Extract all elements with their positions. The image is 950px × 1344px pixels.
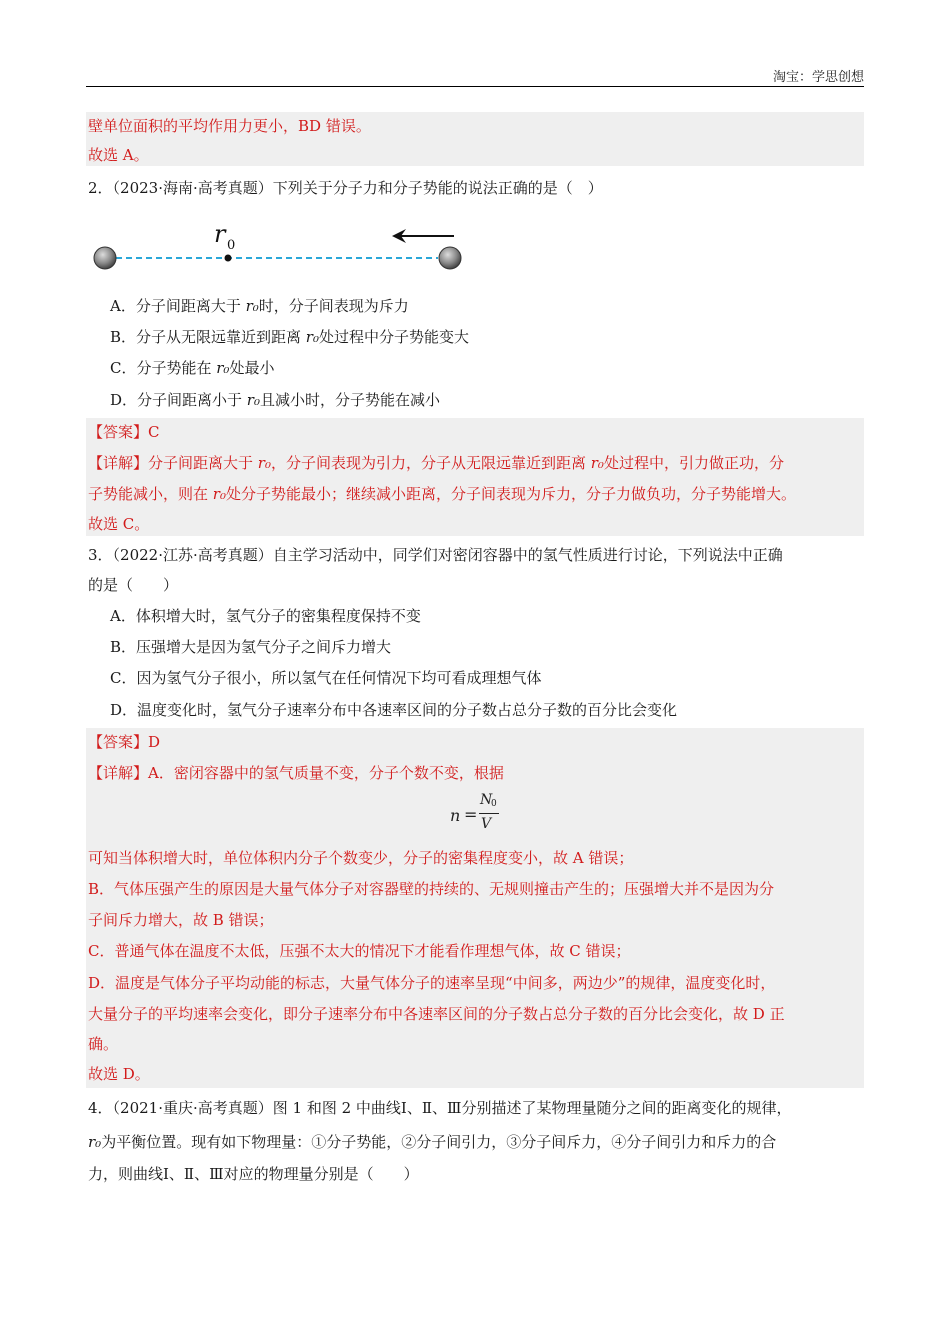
q3-detail-line4: 子间斥力增大，故 B 错误； [88, 911, 274, 929]
molecule-diagram [88, 218, 468, 278]
r0-label: r [214, 220, 226, 248]
q3-option-b: B．压强增大是因为氢气分子之间斥力增大 [110, 638, 392, 656]
header-text: 淘宝：学思创想 [772, 70, 864, 85]
q2-detail-line1: 【详解】分子间距离大于 r₀，分子间表现为引力，分子从无限远靠近到距离 r₀处过程中，引力做正功，分 [88, 454, 784, 472]
prev-solution-line2: 故选 A。 [88, 146, 149, 164]
molecule-left [94, 247, 116, 269]
r0-subscript: 0 [227, 238, 236, 253]
q2-option-a: A．分子间距离大于 r₀时，分子间表现为斥力 [110, 297, 409, 315]
q4-stem-line1: 4．（2021·重庆·高考真题）图 1 和图 2 中曲线Ⅰ、Ⅱ、Ⅲ分别描述了某物理量随分之间的距离变化的规律， [88, 1099, 792, 1117]
prev-solution-line1: 壁单位面积的平均作用力更小，BD 错误。 [88, 117, 371, 135]
q4-stem-line3: 力，则曲线Ⅰ、Ⅱ、Ⅲ对应的物理量分别是（ ） [88, 1165, 419, 1183]
q3-detail-line9: 故选 D。 [88, 1065, 150, 1083]
q2-option-c: C．分子势能在 r₀处最小 [110, 359, 275, 377]
q3-detail-line8: 确。 [88, 1035, 119, 1053]
q2-detail-line2: 子势能减小，则在 r₀处分子势能最小；继续减小距离，分子间表现为斥力，分子力做负功，分子势能增大。 [88, 485, 796, 503]
q2-option-b: B．分子从无限远靠近到距离 r₀处过程中分子势能变大 [110, 328, 469, 346]
q2-answer: 【答案】C [88, 423, 160, 441]
header-rule [86, 86, 864, 87]
q2-solution-shade [86, 418, 864, 536]
fraction-bar [479, 813, 499, 814]
q3-option-c: C．因为氢气分子很小，所以氢气在任何情况下均可看成理想气体 [110, 669, 542, 687]
q2-option-d: D．分子间距离小于 r₀且减小时，分子势能在减小 [110, 391, 440, 409]
q3-detail-line3: B．气体压强产生的原因是大量气体分子对容器壁的持续的、无规则撞击产生的；压强增大并不是因为分 [88, 880, 775, 898]
q4-stem-line2: r₀为平衡位置。现有如下物理量：①分子势能，②分子间引力，③分子间斥力，④分子间引力和斥力的合 [88, 1133, 777, 1151]
document-page: 淘宝：学思创想 壁单位面积的平均作用力更小，BD 错误。 故选 A。 2．（2023·海南·高考真题）下列关于分子力和分子势能的说法正确的是（ ） r 0 A．分子间距离大于 r₀时，分子间表现为斥力 B．分子从无限远靠近到距离 r₀处过程中分子势能变大 C．分子势能在 r₀处最小 D．分子间距离小于 r₀且减小时，分子势能在减小 【答案】C 【详解】分子间距离大于 r₀，分子间表现为引力，分子从无限远靠近到距离 r₀处过程中，引力做正功，分 子势能减小，则在 r₀处分子势能最小；继续减小距离，分子间表现为斥力，分子力做负功，分子势能增大。 故选 C。 3．（2022·江苏·高考真题）自主学习活动中，同学们对密闭容器中的氢气性质进行讨论，下列说法中正确 的是（ ） A．体积增大时，氢气分子的密集程度保持不变 B．压强增大是因为氢气分子之间斥力增大 C．因为氢气分子很小，所以氢气在任何情况下均可看成理想气体 D．温度变化时，氢气分子速率分布中各速率区间的分子数占总分子数的百分比会变化 【答案】D 【详解】A．密闭容器中的氢气质量不变，分子个数不变，根据 n = N 0 V 可知当体积增大时，单位体积内分子个数变少，分子的密集程度变小，故 A 错误； B．气体压强产生的原因是大量气体分子对容器壁的持续的、无规则撞击产生的；压强增大并不是因为分 子间斥力增大，故 B 错误； C．普通气体在温度不太低，压强不太大的情况下才能看作理想气体，故 C 错误； D．温度是气体分子平均动能的标志，大量气体分子的速率呈现“中间多，两边少”的规律，温度变化时， 大量分子的平均速率会变化，即分子速率分布中各速率区间的分子数占总分子数的百分比会变化，故 D 正 确。 故选 D。 4．（2021·重庆·高考真题）图 1 和图 2 中曲线Ⅰ、Ⅱ、Ⅲ分别描述了某物理量随分之间的距离变化的规律， r₀为平衡位置。现有如下物理量：①分子势能，②分子间引力，③分子间斥力，④分子间引力和斥力的合 力，则曲线Ⅰ、Ⅱ、Ⅲ对应的物理量分别是（ ） [0, 0, 950, 1344]
q3-detail-line2: 可知当体积增大时，单位体积内分子个数变少，分子的密集程度变小，故 A 错误； [88, 849, 634, 867]
q3-answer: 【答案】D [88, 733, 161, 751]
r0-point [225, 255, 232, 262]
q2-figure [88, 218, 468, 278]
q3-detail-line6: D．温度是气体分子平均动能的标志，大量气体分子的速率呈现“中间多，两边少”的规律，温度变化时， [88, 974, 776, 992]
q3-detail-line5: C．普通气体在温度不太低，压强不太大的情况下才能看作理想气体，故 C 错误； [88, 942, 631, 960]
q3-detail-line1: 【详解】A．密闭容器中的氢气质量不变，分子个数不变，根据 [88, 764, 504, 782]
molecule-right [439, 247, 461, 269]
q3-option-d: D．温度变化时，氢气分子速率分布中各速率区间的分子数占总分子数的百分比会变化 [110, 701, 678, 719]
q3-option-a: A．体积增大时，氢气分子的密集程度保持不变 [110, 607, 421, 625]
q3-detail-line7: 大量分子的平均速率会变化，即分子速率分布中各速率区间的分子数占总分子数的百分比会变化，故 D 正 [88, 1005, 785, 1023]
q3-stem-line2: 的是（ ） [88, 576, 179, 594]
q2-detail-line3: 故选 C。 [88, 515, 150, 533]
q2-stem: 2．（2023·海南·高考真题）下列关于分子力和分子势能的说法正确的是（ ） [88, 179, 603, 197]
q3-stem-line1: 3．（2022·江苏·高考真题）自主学习活动中，同学们对密闭容器中的氢气性质进行讨论，下列说法中正确 [88, 546, 783, 564]
